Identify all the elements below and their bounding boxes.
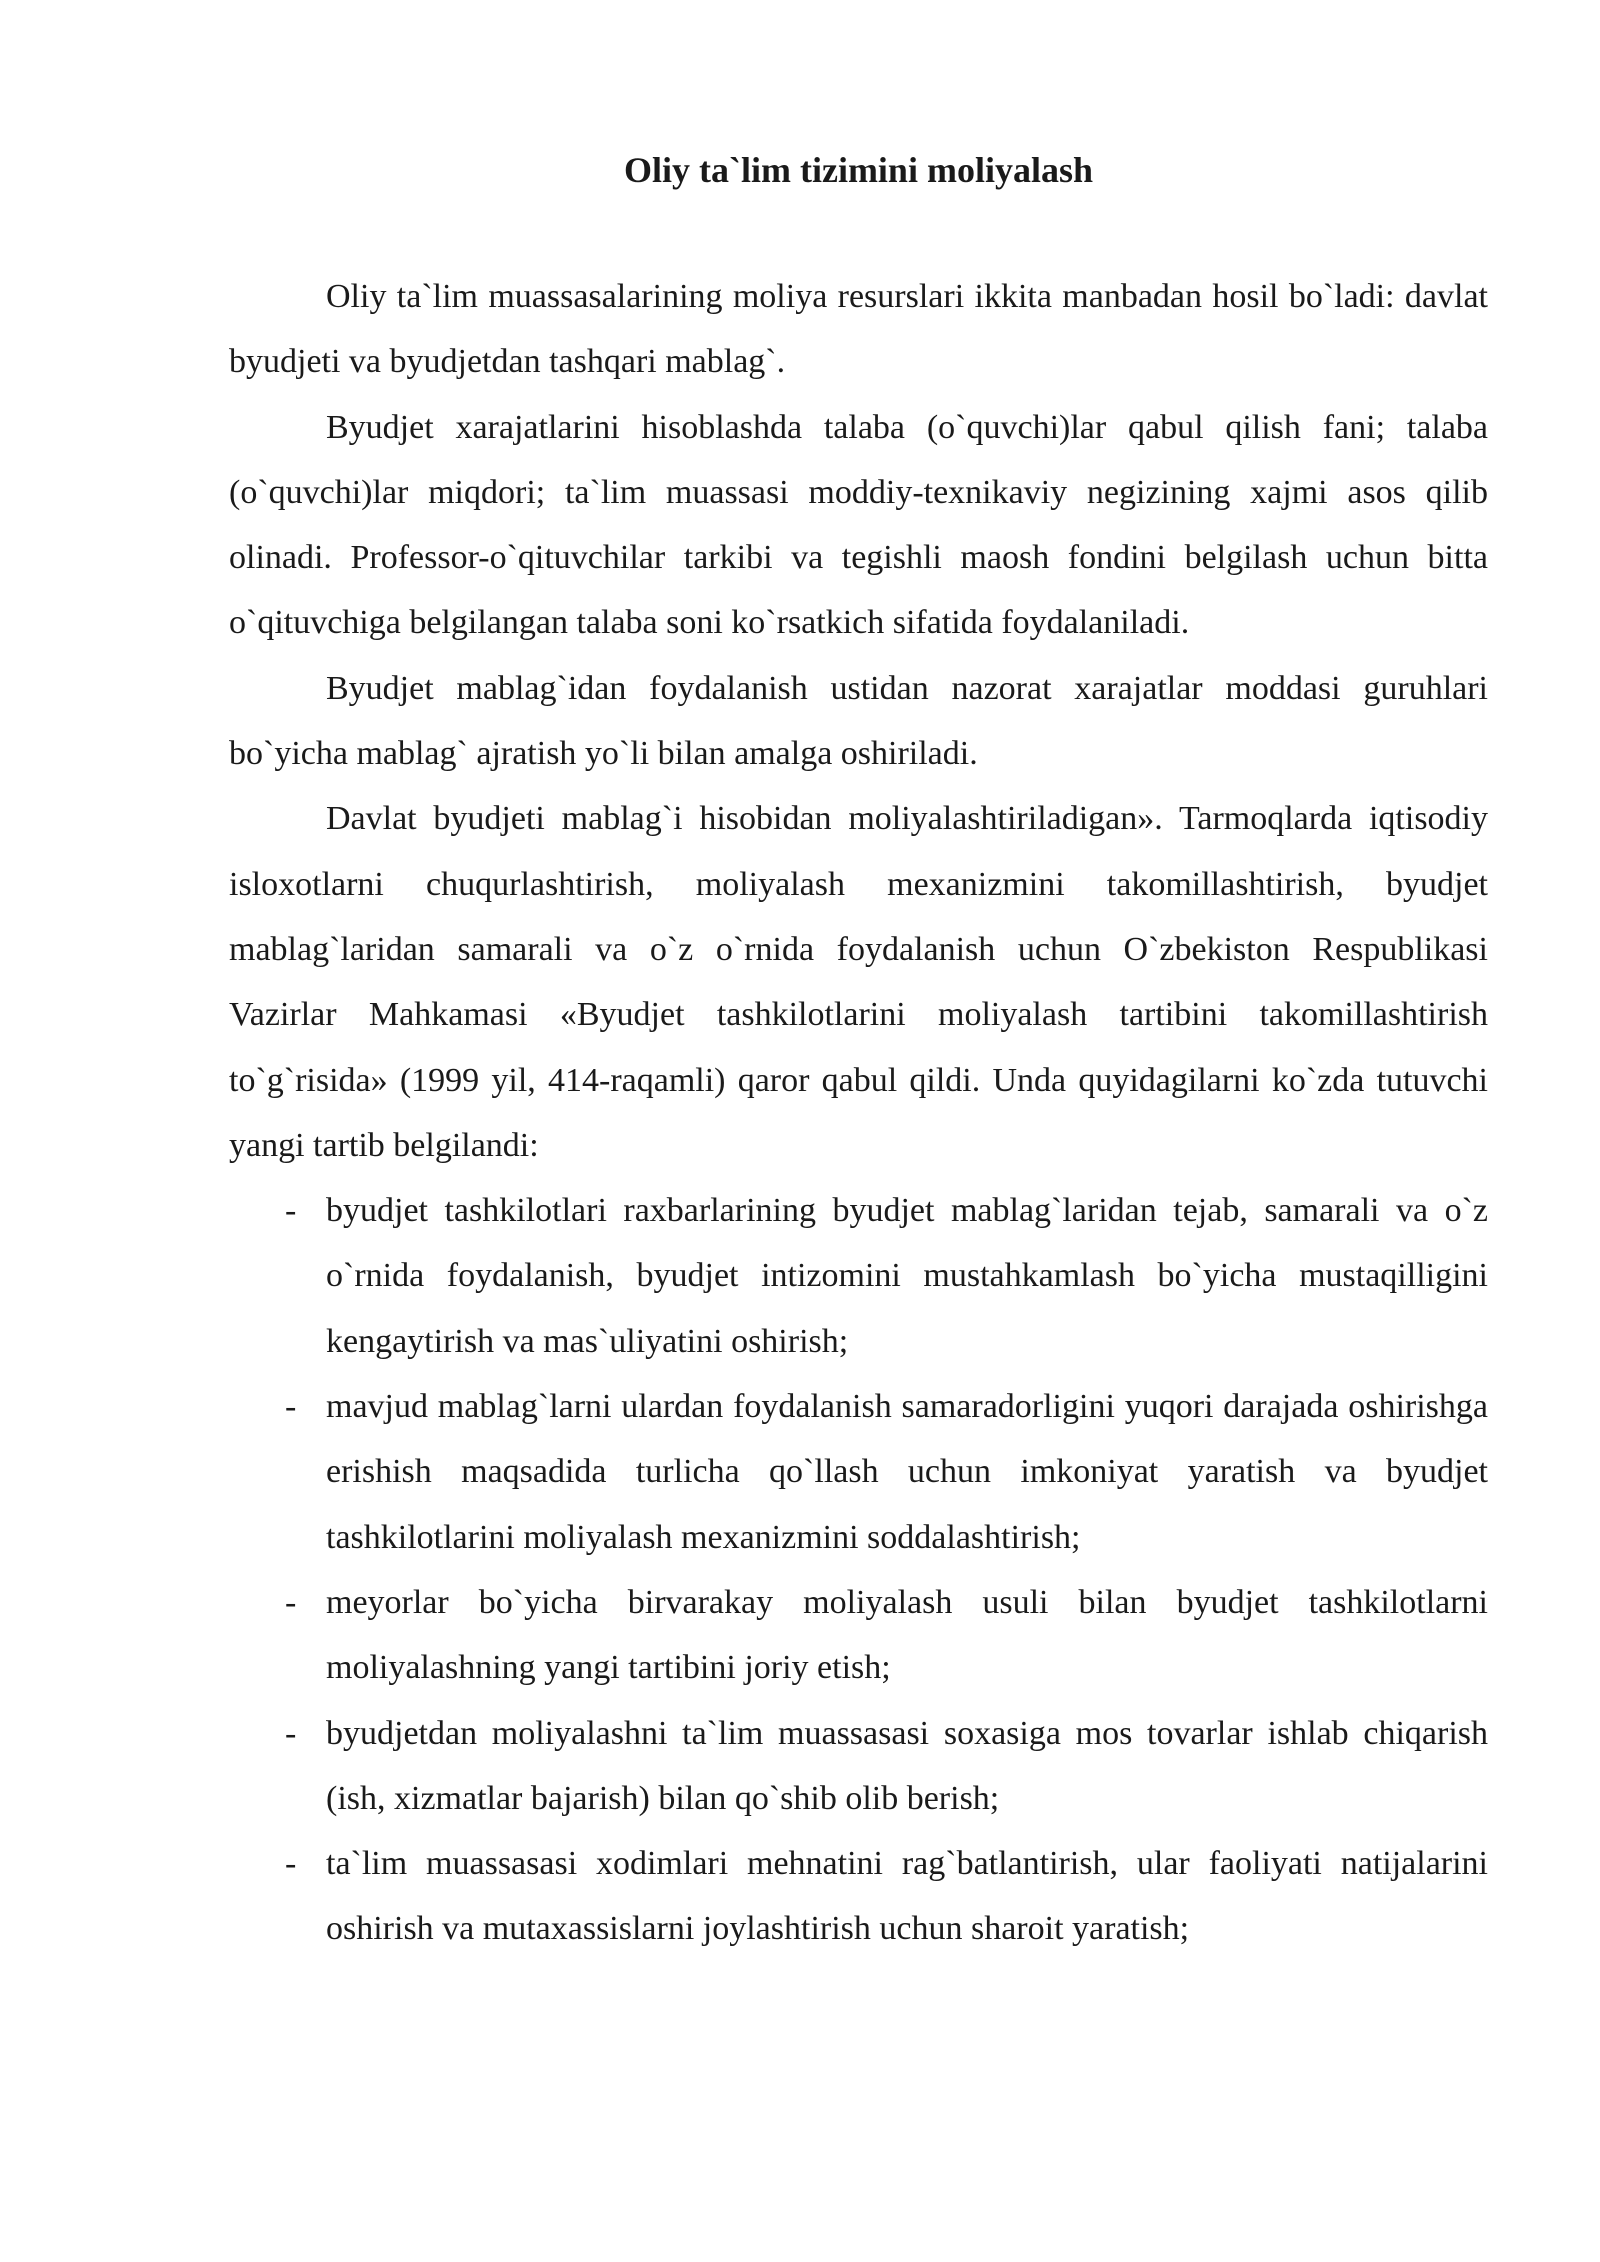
list-dash: - [285, 1388, 297, 1426]
list-dash: - [285, 1845, 297, 1883]
document-title: Oliy ta`lim tizimini moliyalash [624, 150, 1093, 190]
list-item [229, 1374, 1488, 1570]
document-page [229, 140, 1488, 1962]
list-dash: - [285, 1192, 297, 1230]
list-item [229, 1831, 1488, 1962]
bullet-list [229, 1178, 1488, 1962]
list-item-text: byudjetdan moliyalashni ta`lim muassasasi soxasiga mos tovarlar ishlab chiqarish (ish, xizmatlar bajarish) bilan qo`shib olib berish; [326, 1714, 1488, 1817]
list-item [229, 1701, 1488, 1832]
list-item [229, 1178, 1488, 1374]
paragraph: Oliy ta`lim muassasalarining moliya resurslari ikkita manbadan hosil bo`ladi: davlat byudjeti va byudjetdan tashqari mablag`. [229, 278, 1488, 381]
list-item-text: byudjet tashkilotlari raxbarlarining byudjet mablag`laridan tejab, samarali va o`z o`rnida foydalanish, byudjet intizomini mustahkamlash bo`yicha mustaqilligini kengaytirish va mas`uliyatini oshirish; [326, 1192, 1488, 1360]
list-item [229, 1570, 1488, 1701]
list-dash: - [285, 1583, 297, 1621]
list-item-text: mavjud mablag`larni ulardan foydalanish samaradorligini yuqori darajada oshirishga erishish maqsadida turlicha qo`llash uchun imkoniyat yaratish va byudjet tashkilotlarini moliyalash mexanizmini soddalashtirish; [326, 1388, 1488, 1556]
list-dash: - [285, 1714, 297, 1752]
list-item-text: ta`lim muassasasi xodimlari mehnatini rag`batlantirish, ular faoliyati natijalarini oshirish va mutaxassislarni joylashtirish uchun sharoit yaratish; [326, 1845, 1488, 1948]
paragraph: Davlat byudjeti mablag`i hisobidan moliyalashtiriladigan». Tarmoqlarda iqtisodiy isloxotlarni chuqurlashtirish, moliyalash mexanizmini takomillashtirish, byudjet mablag`laridan samarali va o`z o`rnida foydalanish uchun O`zbekiston Respublikasi Vazirlar Mahkamasi «Byudjet tashkilotlarini moliyalash tartibini takomillashtirish to`g`risida» (1999 yil, 414-raqamli) qaror qabul qildi. Unda quyidagilarni ko`zda tutuvchi yangi tartib belgilandi: [229, 800, 1488, 1164]
list-item-text: meyorlar bo`yicha birvarakay moliyalash usuli bilan byudjet tashkilotlarni moliyalashning yangi tartibini joriy etish; [326, 1583, 1488, 1687]
paragraph: Byudjet mablag`idan foydalanish ustidan nazorat xarajatlar moddasi guruhlari bo`yicha mablag` ajratish yo`li bilan amalga oshiriladi. [229, 669, 1488, 773]
paragraph: Byudjet xarajatlarini hisoblashda talaba (o`quvchi)lar qabul qilish fani; talaba (o`quvchi)lar miqdori; ta`lim muassasi moddiy-texnikaviy negizining xajmi asos qilib olinadi. Professor-o`qituvchilar tarkibi va tegishli maosh fondini belgilash uchun bitta o`qituvchiga belgilangan talaba soni ko`rsatkich sifatida foydalaniladi. [229, 408, 1488, 642]
